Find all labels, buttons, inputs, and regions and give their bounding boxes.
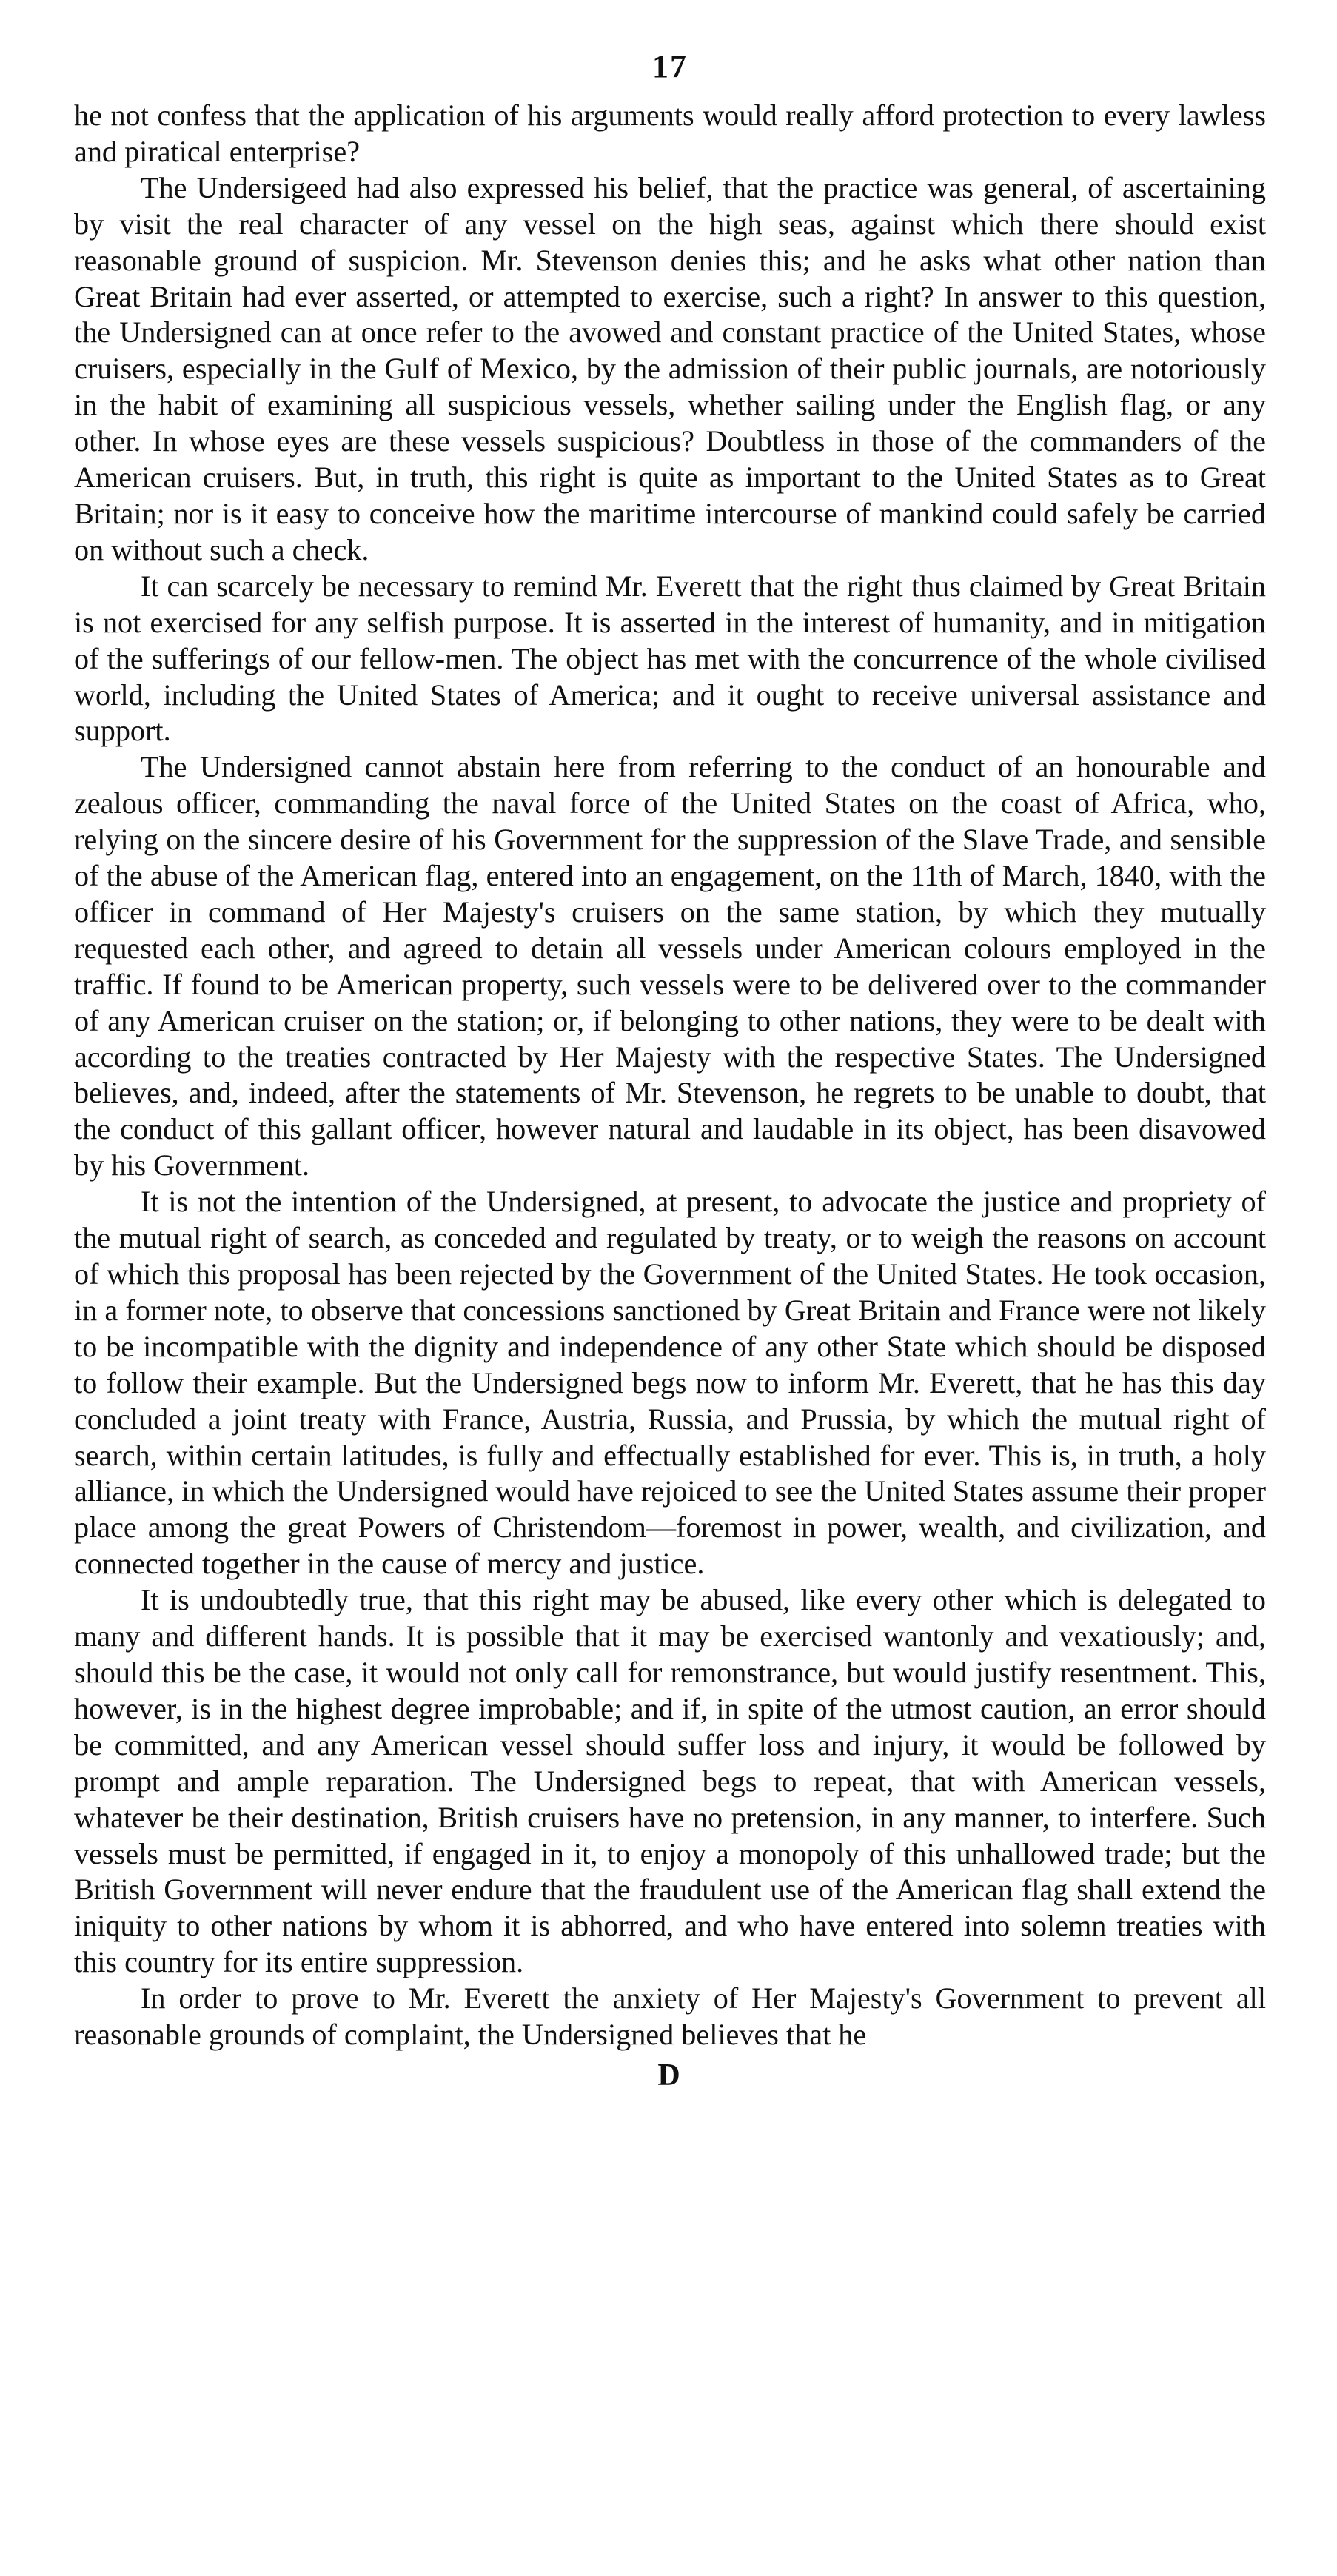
signature-mark: D xyxy=(657,2058,683,2092)
document-page xyxy=(74,44,1266,2095)
paragraph-1: he not confess that the application of his arguments would really afford protection to every lawless and piratical enterprise? xyxy=(74,98,1266,168)
page-number: 17 xyxy=(652,48,688,84)
paragraph-3: It can scarcely be necessary to remind Mr. Everett that the right thus claimed by Great Britain is not exercised for any selfish purpose. It is asserted in the interest of humanity, and in mitigation of the sufferings of our fellow-men. The object has met with the concurrence of the whole civilised world, including the United States of America; and it ought to receive universal assistance and support. xyxy=(74,569,1266,748)
paragraph-5: It is not the intention of the Undersigned, at present, to advocate the justice and propriety of the mutual right of search, as conceded and regulated by treaty, or to weigh the reasons on account of which this proposal has been rejected by the Government of the United States. He took occasion, in a former note, to observe that concessions sanctioned by Great Britain and France were not likely to be incompatible with the dignity and independence of any other State which should be disposed to follow their example. But the Undersigned begs now to inform Mr. Everett, that he has this day concluded a joint treaty with France, Austria, Russia, and Prussia, by which the mutual right of search, within certain latitudes, is fully and effectually established for ever. This is, in truth, a holy alliance, in which the Undersigned would have rejoiced to see the United States assume their proper place among the great Powers of Christendom—foremost in power, wealth, and civilization, and connected together in the cause of mercy and justice. xyxy=(74,1185,1266,1581)
paragraph-2: The Undersigeed had also expressed his belief, that the practice was general, of ascertaining by visit the real character of any vessel on the high seas, against which there should exist reasonable ground of suspicion. Mr. Stevenson denies this; and he asks what other nation than Great Britain had ever asserted, or attempted to exercise, such a right? In answer to this question, the Undersigned can at once refer to the avowed and constant practice of the United States, whose cruisers, especially in the Gulf of Mexico, by the admission of their public journals, are notoriously in the habit of examining all suspicious vessels, whether sailing under the English flag, or any other. In whose eyes are these vessels suspicious? Doubtless in those of the commanders of the American cruisers. But, in truth, this right is quite as important to the United States as to Great Britain; nor is it easy to conceive how the maritime intercourse of mankind could safely be carried on without such a check. xyxy=(74,170,1266,566)
paragraph-4: The Undersigned cannot abstain here from referring to the conduct of an honourable and zealous officer, commanding the naval force of the United States on the coast of Africa, who, relying on the sincere desire of his Government for the suppression of the Slave Trade, and sensible of the abuse of the American flag, entered into an engagement, on the 11th of March, 1840, with the officer in command of Her Majesty's cruisers on the same station, by which they mutually requested each other, and agreed to detain all vessels under American colours employed in the traffic. If found to be American property, such vessels were to be delivered over to the commander of any American cruiser on the station; or, if belonging to other nations, they were to be dealt with according to the treaties contracted by Her Majesty with the respective States. The Undersigned believes, and, indeed, after the statements of Mr. Stevenson, he regrets to be unable to doubt, that the conduct of this gallant officer, however natural and laudable in its object, has been disavowed by his Government. xyxy=(74,750,1266,1182)
paragraph-7: In order to prove to Mr. Everett the anxiety of Her Majesty's Government to prevent all reasonable grounds of complaint, the Undersigned believes that he xyxy=(74,1981,1266,2052)
paragraph-6: It is undoubtedly true, that this right may be abused, like every other which is delegated to many and different hands. It is possible that it may be exercised wantonly and vexatiously; and, should this be the case, it would not only call for remonstrance, but would justify resentment. This, however, is in the highest degree improbable; and if, in spite of the utmost caution, an error should be committed, and any American vessel should suffer loss and injury, it would be followed by prompt and ample reparation. The Undersigned begs to repeat, that with American vessels, whatever be their destination, British cruisers have no pretension, in any manner, to interfere. Such vessels must be permitted, if engaged in it, to enjoy a monopoly of this unhallowed trade; but the British Government will never endure that the fraudulent use of the American flag shall extend the iniquity to other nations by whom it is abhorred, and who have entered into solemn treaties with this country for its entire suppression. xyxy=(74,1583,1266,1979)
